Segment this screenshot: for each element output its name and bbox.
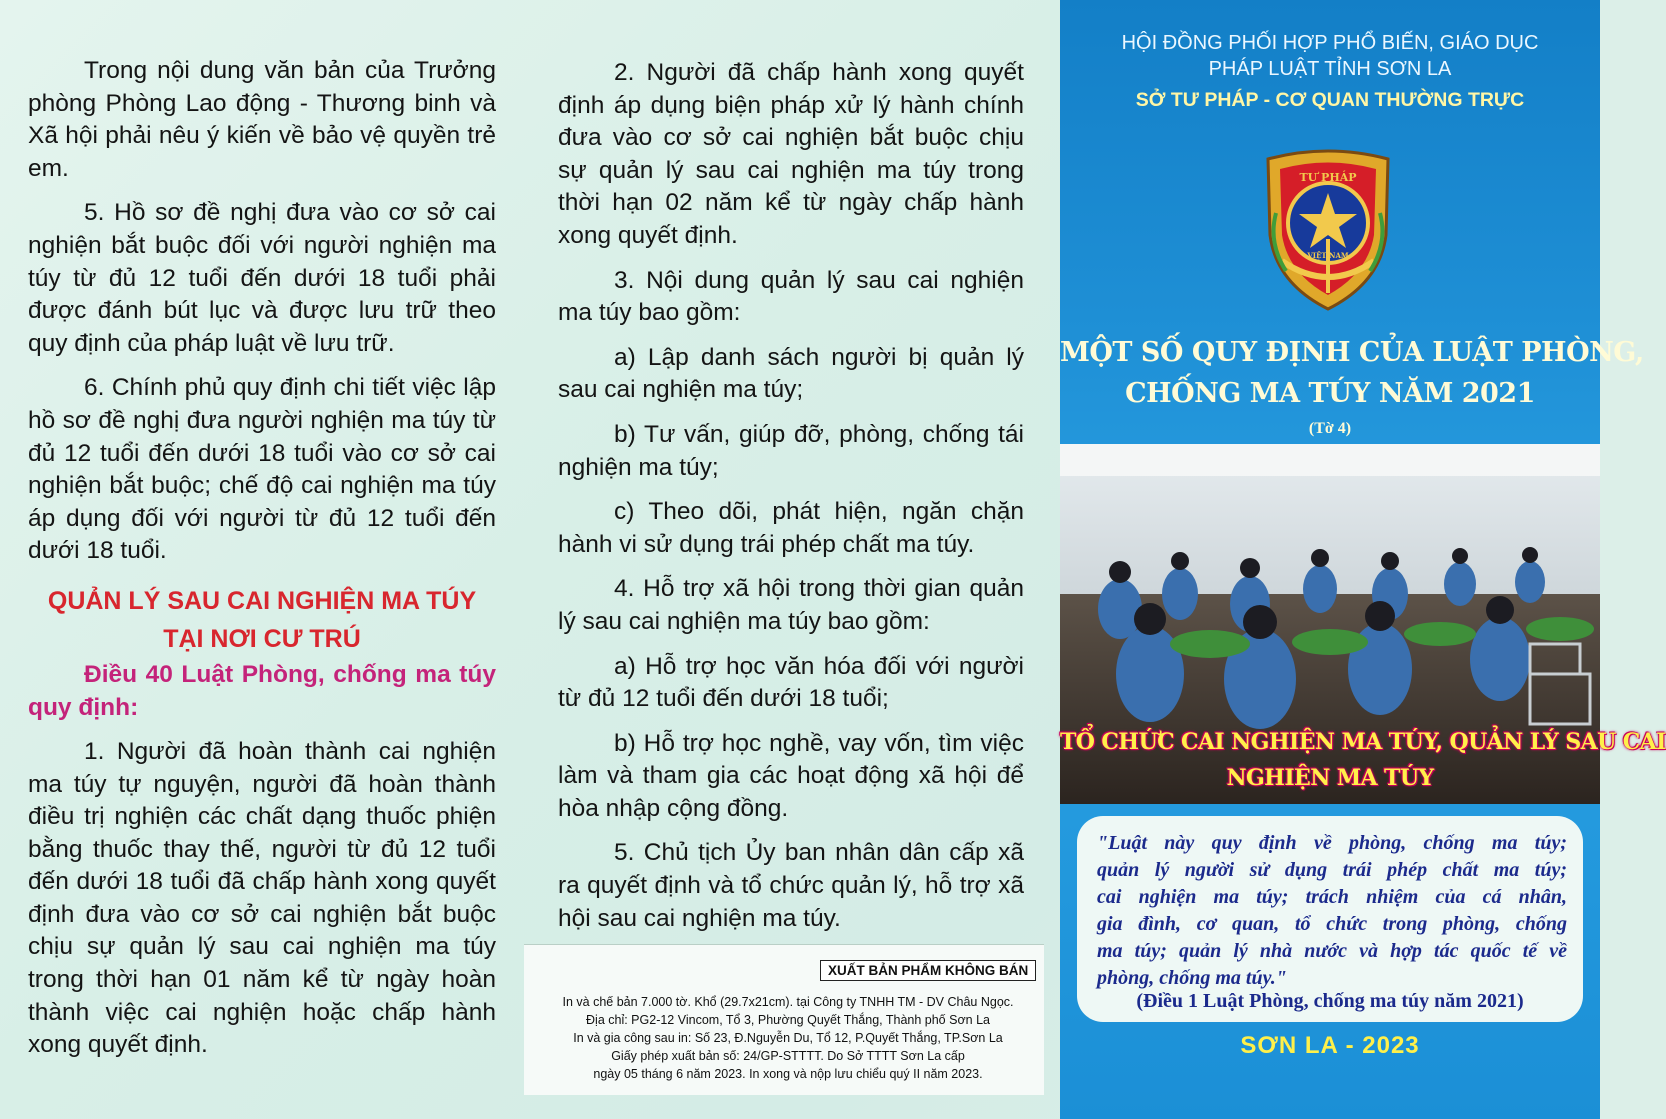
quote-line: gia đình, cơ quan, tổ chức trong phòng, chống — [1097, 913, 1567, 935]
publication-line: Địa chỉ: PG2-12 Vincom, Tổ 3, Phường Quyết Thắng, Thành phố Sơn La — [586, 1013, 990, 1027]
paragraph-item-6: 6. Chính phủ quy định chi tiết việc lập hồ sơ đề nghị đưa người nghiện ma túy từ đủ 12 tuổi đến dưới 18 tuổi vào cơ sở cai nghiện bắt buộc; chế độ cai nghiện ma túy áp dụng đối với người từ đủ 12 tuổi đến dưới 18 tuổi. — [28, 374, 496, 565]
paragraph-item-4a: a) Hỗ trợ học văn hóa đối với người từ đủ 12 tuổi đến dưới 18 tuổi; — [558, 652, 1024, 713]
paragraph-item-2: 2. Người đã chấp hành xong quyết định áp dụng biện pháp xử lý hành chính đưa vào cơ sở cai nghiện bắt buộc chịu sự quản lý sau cai nghiện ma túy trong thời hạn 02 năm kể từ ngày chấp hành xong quyết định. — [558, 59, 1024, 249]
section-heading-line2: TẠI NƠI CƯ TRÚ — [163, 624, 361, 653]
cover-footer: SƠN LA - 2023 — [1240, 1032, 1420, 1059]
paragraph-item-3: 3. Nội dung quản lý sau cai nghiện ma túy bao gồm: — [558, 266, 1024, 327]
cover-title-line1: MỘT SỐ QUY ĐỊNH CỦA LUẬT PHÒNG, — [1060, 337, 1644, 368]
quote-citation: (Điều 1 Luật Phòng, chống ma túy năm 2021) — [1136, 990, 1524, 1012]
quote-line: quản lý người sử dụng trái phép chất ma túy; — [1097, 859, 1567, 881]
quote-line: ma túy; quản lý nhà nước và hợp tác quốc tế về — [1097, 940, 1567, 962]
org-line-3: SỞ TƯ PHÁP - CƠ QUAN THƯỜNG TRỰC — [1135, 89, 1525, 111]
publication-line: Giấy phép xuất bản số: 24/GP-STTTT. Do Sở TTTT Sơn La cấp — [611, 1049, 965, 1063]
paragraph-item-4: 4. Hỗ trợ xã hội trong thời gian quản lý sau cai nghiện ma túy bao gồm: — [558, 575, 1024, 635]
emblem-top-text: TƯ PHÁP — [1299, 171, 1357, 184]
quote-line: cai nghiện ma túy; trách nhiệm của cá nhân, — [1097, 886, 1567, 908]
paragraph-child-rights: Trong nội dung văn bản của Trưởng phòng Phòng Lao động - Thương binh và Xã hội phải nêu ý kiến về bảo vệ quyền trẻ em. — [28, 57, 496, 182]
paragraph-item-5-chairman: 5. Chủ tịch Ủy ban nhân dân cấp xã ra quyết định và tổ chức quản lý, hỗ trợ xã hội sau cai nghiện ma túy. — [558, 839, 1024, 932]
quote-line: "Luật này quy định về phòng, chống ma túy; — [1097, 832, 1567, 854]
photo-banner-line1: TỔ CHỨC CAI NGHIỆN MA TÚY, QUẢN LÝ SAU CAI — [1060, 729, 1666, 755]
org-line-1: HỘI ĐỒNG PHỐI HỢP PHỔ BIẾN, GIÁO DỤC — [1121, 32, 1539, 54]
publication-info — [538, 993, 1038, 1083]
rehabilitation-photo — [1060, 444, 1666, 804]
paragraph-item-3c: c) Theo dõi, phát hiện, ngăn chặn hành vi sử dụng trái phép chất ma túy. — [558, 498, 1024, 558]
justice-emblem-icon — [1258, 143, 1398, 313]
publication-line: In và gia công sau in: Số 23, Đ.Nguyễn Du, Tổ 12, P.Quyết Thắng, TP.Sơn La — [573, 1031, 1003, 1045]
paragraph-item-1: 1. Người đã hoàn thành cai nghiện ma túy tự nguyện, người đã hoàn thành điều trị nghiện các chất dạng thuốc phiện bằng thuốc thay thế, người từ đủ 12 tuổi đến dưới 18 tuổi đã chấp hành xong quyết định đưa vào cơ sở cai nghiện bắt buộc chịu sự quản lý sau cai nghiện ma túy trong thời hạn 01 năm kể từ ngày hoàn thành việc cai nghiện hoặc chấp hành xong quyết định. — [28, 737, 496, 1059]
middle-column — [558, 0, 1024, 935]
cover-title-line2: CHỐNG MA TÚY NĂM 2021 — [1125, 378, 1535, 409]
paragraph-item-3a: a) Lập danh sách người bị quản lý sau cai nghiện ma túy; — [558, 343, 1024, 404]
article-heading: Điều 40 Luật Phòng, chống ma túy quy định: — [28, 660, 496, 721]
left-column — [28, 0, 496, 1062]
section-heading-line1: QUẢN LÝ SAU CAI NGHIỆN MA TÚY — [47, 586, 477, 615]
sheet-number: (Tờ 4) — [1308, 420, 1352, 437]
not-for-sale-label: XUẤT BẢN PHẨM KHÔNG BÁN — [820, 960, 1036, 981]
paragraph-item-5: 5. Hồ sơ đề nghị đưa vào cơ sở cai nghiện bắt buộc đối với người nghiện ma túy từ đủ 12 tuổi đến dưới 18 tuổi phải được đánh bút lục và được lưu trữ theo quy định của pháp luật về lưu trữ. — [28, 199, 496, 357]
publication-line: ngày 05 tháng 6 năm 2023. In xong và nộp lưu chiểu quý II năm 2023. — [593, 1067, 983, 1081]
law-quote-box — [1077, 816, 1583, 1022]
section-heading — [28, 582, 496, 658]
paragraph-item-4b: b) Hỗ trợ học nghề, vay vốn, tìm việc làm và tham gia các hoạt động xã hội để hòa nhập cộng đồng. — [558, 729, 1024, 822]
photo-banner-line2: NGHIỆN MA TÚY — [1226, 765, 1434, 791]
paragraph-item-3b: b) Tư vấn, giúp đỡ, phòng, chống tái nghiện ma túy; — [558, 420, 1024, 481]
quote-line: phòng, chống ma túy." — [1097, 967, 1287, 989]
emblem-bottom-text: VIỆT NAM — [1307, 251, 1349, 260]
org-line-2: PHÁP LUẬT TỈNH SƠN LA — [1208, 58, 1452, 80]
publication-line: In và chế bản 7.000 tờ. Khổ (29.7x21cm). tại Công ty TNHH TM - DV Châu Ngọc. — [562, 995, 1014, 1009]
